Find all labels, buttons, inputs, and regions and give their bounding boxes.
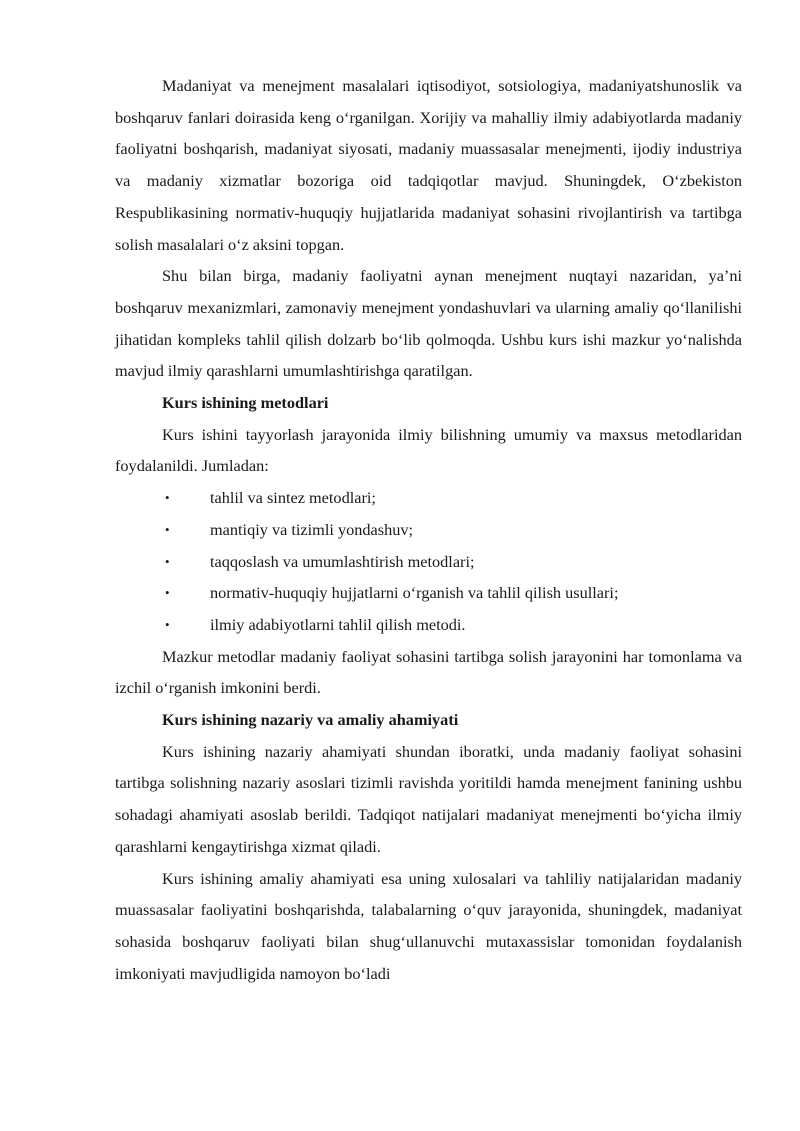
paragraph-research-gap: Shu bilan birga, madaniy faoliyatni aynan menejment nuqtayi nazaridan, ya’ni boshqaruv mexanizmlari, zamonaviy menejment yondashuvlari va ularning amaliy qo‘llanilishi jihatidan kompleks tahlil qilish dolzarb bo‘lib qolmoqda. Ushbu kurs ishi mazkur yo‘nalishda mavjud ilmiy qarashlarni umumlashtirishga qaratilgan. [115, 266, 742, 381]
list-item [115, 609, 742, 641]
bullet-icon: • [165, 553, 170, 569]
list-item-text: mantiqiy va tizimli yondashuv; [210, 519, 414, 539]
paragraph-theoretical-significance: Kurs ishining nazariy ahamiyati shundan iboratki, unda madaniy faoliyat sohasini tartibga solishning nazariy asoslari tizimli ravishda yoritildi hamda menejment fanining ushbu sohadagi ahamiyati asoslab berildi. Tadqiqot natijalari madaniyat menejmenti bo‘yicha ilmiy qarashlarni kengaytirishga xizmat qiladi. [115, 741, 742, 856]
list-item [115, 514, 742, 546]
list-item [115, 577, 742, 609]
section-heading-significance: Kurs ishining nazariy va amaliy ahamiyati [162, 710, 459, 730]
list-item [115, 546, 742, 578]
bullet-icon: • [165, 521, 170, 537]
list-item-text: tahlil va sintez metodlari; [210, 488, 376, 508]
paragraph-methods-intro: Kurs ishini tayyorlash jarayonida ilmiy bilishning umumiy va maxsus metodlaridan foydalanildi. Jumladan: [115, 424, 742, 476]
bullet-icon: • [165, 585, 170, 601]
bullet-icon: • [165, 490, 170, 506]
list-item-text: taqqoslash va umumlashtirish metodlari; [210, 551, 475, 571]
paragraph-literature-review: Madaniyat va menejment masalalari iqtisodiyot, sotsiologiya, madaniyatshunoslik va boshqaruv fanlari doirasida keng o‘rganilgan. Xorijiy va mahalliy ilmiy adabiyotlarda madaniy faoliyatni boshqarish, madaniyat siyosati, madaniy muassasalar menejmenti, ijodiy industriya va madaniy xizmatlar bozoriga oid tadqiqotlar mavjud. Shuningdek, O‘zbekiston Respublikasining normativ-huquqiy hujjatlarida madaniyat sohasini rivojlantirish va tartibga solish masalalari o‘z aksini topgan. [115, 76, 742, 254]
list-item-text: normativ-huquqiy hujjatlarni o‘rganish va tahlil qilish usullari; [210, 583, 619, 603]
section-heading-methods: Kurs ishining metodlari [162, 393, 329, 413]
document-page [115, 70, 742, 989]
bullet-icon: • [165, 616, 170, 632]
paragraph-methods-conclusion: Mazkur metodlar madaniy faoliyat sohasini tartibga solish jarayonini har tomonlama va izchil o‘rganish imkonini berdi. [115, 646, 742, 698]
methods-bullet-list [115, 482, 742, 641]
list-item-text: ilmiy adabiyotlarni tahlil qilish metodi. [210, 614, 466, 634]
paragraph-practical-significance: Kurs ishining amaliy ahamiyati esa uning xulosalari va tahliliy natijalaridan madaniy muassasalar faoliyatini boshqarishda, talabalarning o‘quv jarayonida, shuningdek, madaniyat sohasida boshqaruv faoliyati bilan shug‘ullanuvchi mutaxassislar tomonidan foydalanish imkoniyati mavjudligida namoyon bo‘ladi [115, 868, 742, 983]
list-item [115, 482, 742, 514]
